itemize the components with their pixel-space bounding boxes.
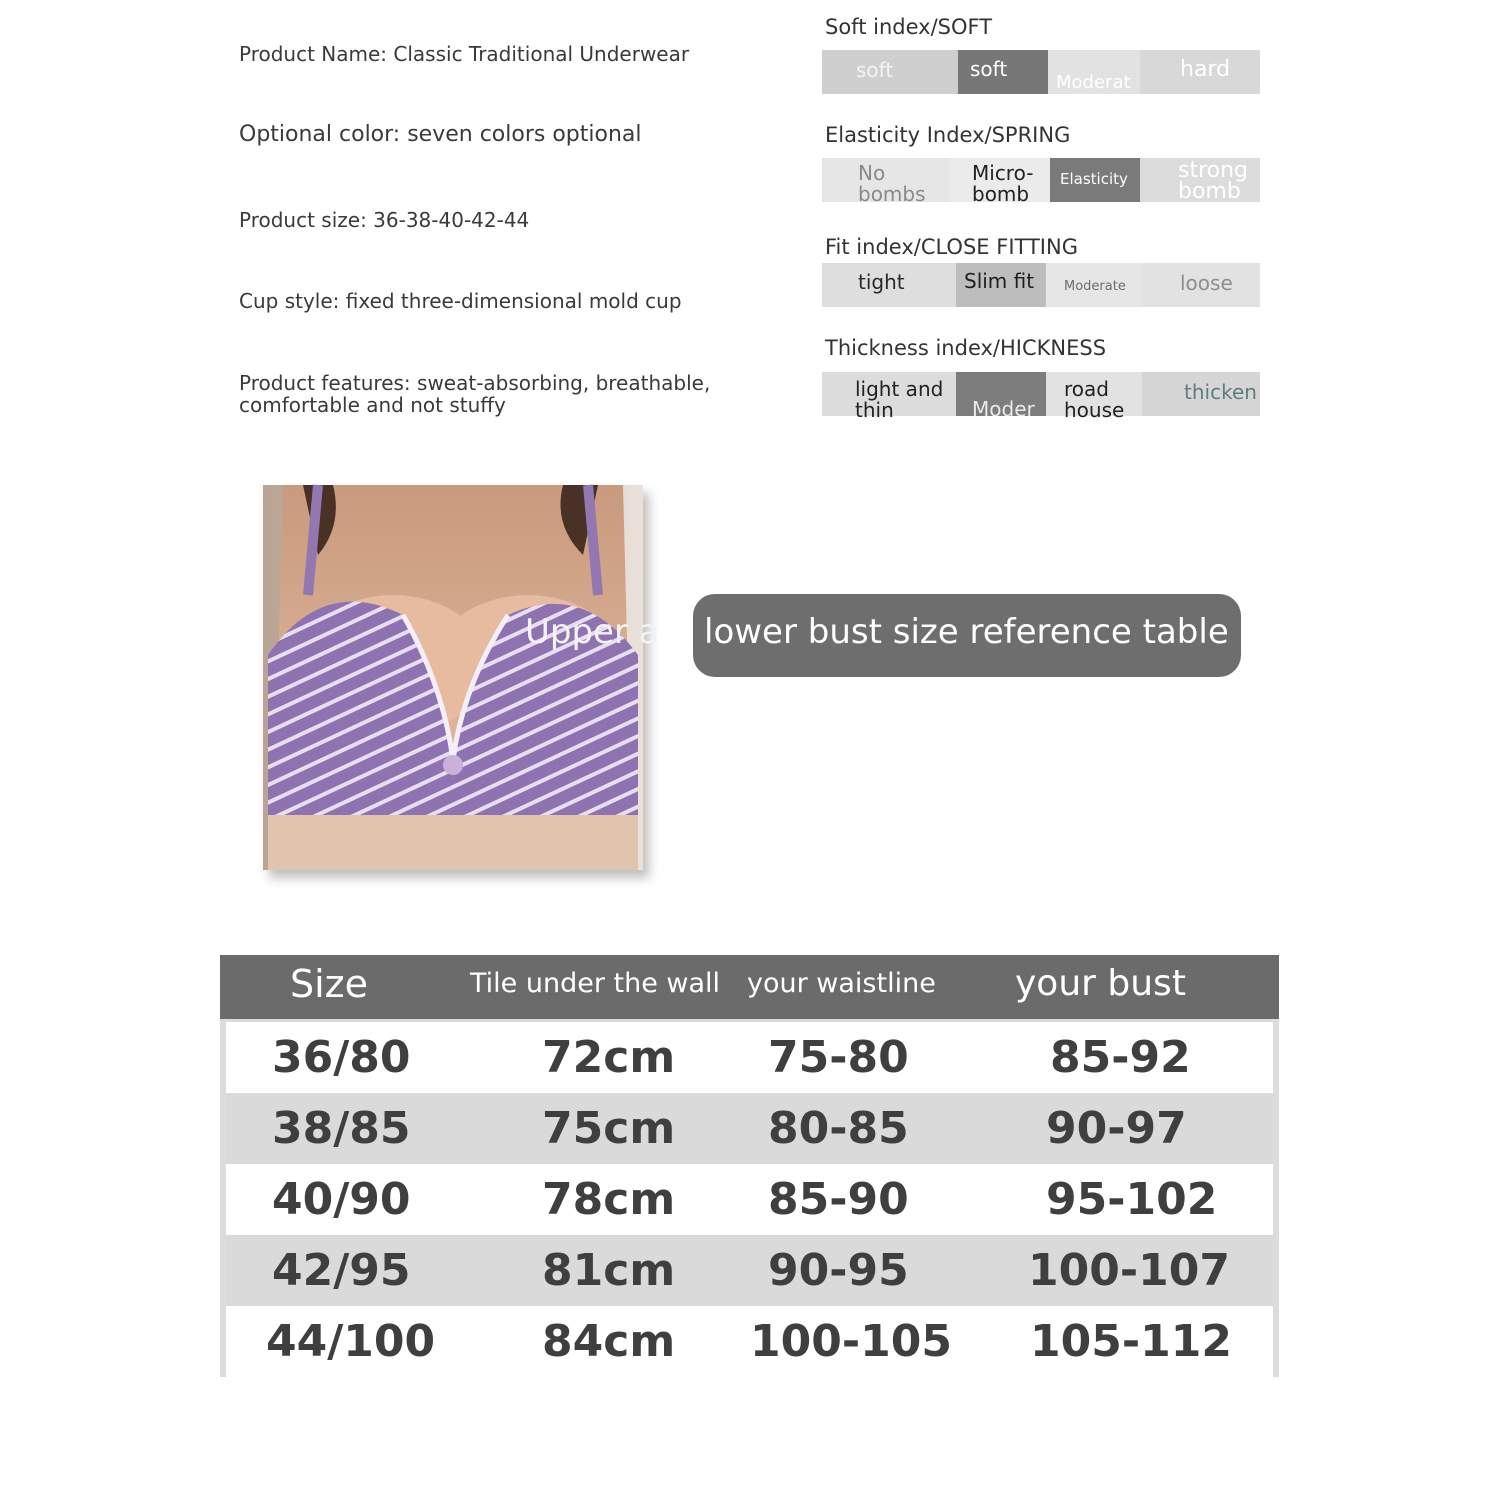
product-photo [263,485,660,870]
optional-color: Optional color: seven colors optional [239,122,642,147]
cell-size: 38/85 [272,1103,411,1154]
thick-segment-2-selected: Moder [956,372,1046,416]
cell-underbust: 78cm [542,1174,676,1225]
cell-bust: 100-107 [1028,1245,1230,1296]
table-row [226,1164,1273,1235]
cell-underbust: 72cm [542,1032,676,1083]
cell-waistline: 80-85 [768,1103,909,1154]
elastic-segment-2: Micro-bomb [950,158,1050,202]
cell-size: 40/90 [272,1174,411,1225]
thick-segment-1: light and thin [822,372,956,416]
cell-waistline: 100-105 [750,1316,952,1367]
header-waistline: your waistline [747,968,936,999]
soft-segment-2-selected: soft [958,50,1048,94]
cell-size: 42/95 [272,1245,411,1296]
product-name: Product Name: Classic Traditional Underwear [239,42,690,66]
cell-waistline: 75-80 [768,1032,909,1083]
cell-underbust: 81cm [542,1245,676,1296]
cell-bust: 85-92 [1050,1032,1191,1083]
cell-underbust: 75cm [542,1103,676,1154]
elasticity-index-bar [822,158,1260,206]
cell-bust: 95-102 [1046,1174,1218,1225]
cell-bust: 90-97 [1046,1103,1187,1154]
table-row [226,1235,1273,1306]
elastic-segment-4: strong bomb [1140,158,1260,202]
table-row [226,1093,1273,1164]
elastic-segment-3-selected: Elasticity [1050,158,1140,202]
fit-index-bar [822,263,1260,307]
cup-style: Cup style: fixed three-dimensional mold cup [239,289,682,313]
bra-illustration [263,485,660,870]
table-header [220,955,1279,1019]
cell-size: 44/100 [266,1316,436,1367]
cell-underbust: 84cm [542,1316,676,1367]
soft-index-bar [822,50,1260,94]
fit-segment-3: Moderate [1046,263,1142,307]
header-underbust: Tile under the wall [470,968,721,999]
cell-size: 36/80 [272,1032,411,1083]
thickness-index-bar [822,372,1260,422]
soft-index-title: Soft index/SOFT [825,15,993,39]
thick-segment-3: road house [1046,372,1142,416]
fit-segment-2-selected: Slim fit [956,263,1046,307]
thickness-index-title: Thickness index/HICKNESS [825,336,1107,360]
size-reference-table [220,955,1279,1377]
photo-overlay-text: Upper a [525,612,660,652]
fit-index-title: Fit index/CLOSE FITTING [825,235,1078,259]
fit-segment-4: loose [1142,263,1260,307]
product-size: Product size: 36-38-40-42-44 [239,208,530,232]
header-bust: your bust [1015,963,1186,1004]
product-features: Product features: sweat-absorbing, breathable, comfortable and not stuffy [239,371,711,417]
cell-bust: 105-112 [1030,1316,1232,1367]
soft-segment-3: Moderat [1048,50,1140,94]
elastic-segment-1: No bombs [822,158,950,202]
size-table-title: lower bust size reference table [693,594,1241,677]
table-row [226,1022,1273,1093]
soft-segment-1: soft [856,58,894,82]
thick-segment-4: thicken [1142,372,1260,416]
soft-segment-4: hard [1140,50,1260,94]
table-row [226,1306,1273,1377]
fit-segment-1: tight [822,263,956,307]
header-size: Size [290,962,369,1006]
cell-waistline: 85-90 [768,1174,909,1225]
elasticity-index-title: Elasticity Index/SPRING [825,123,1071,147]
cell-waistline: 90-95 [768,1245,909,1296]
